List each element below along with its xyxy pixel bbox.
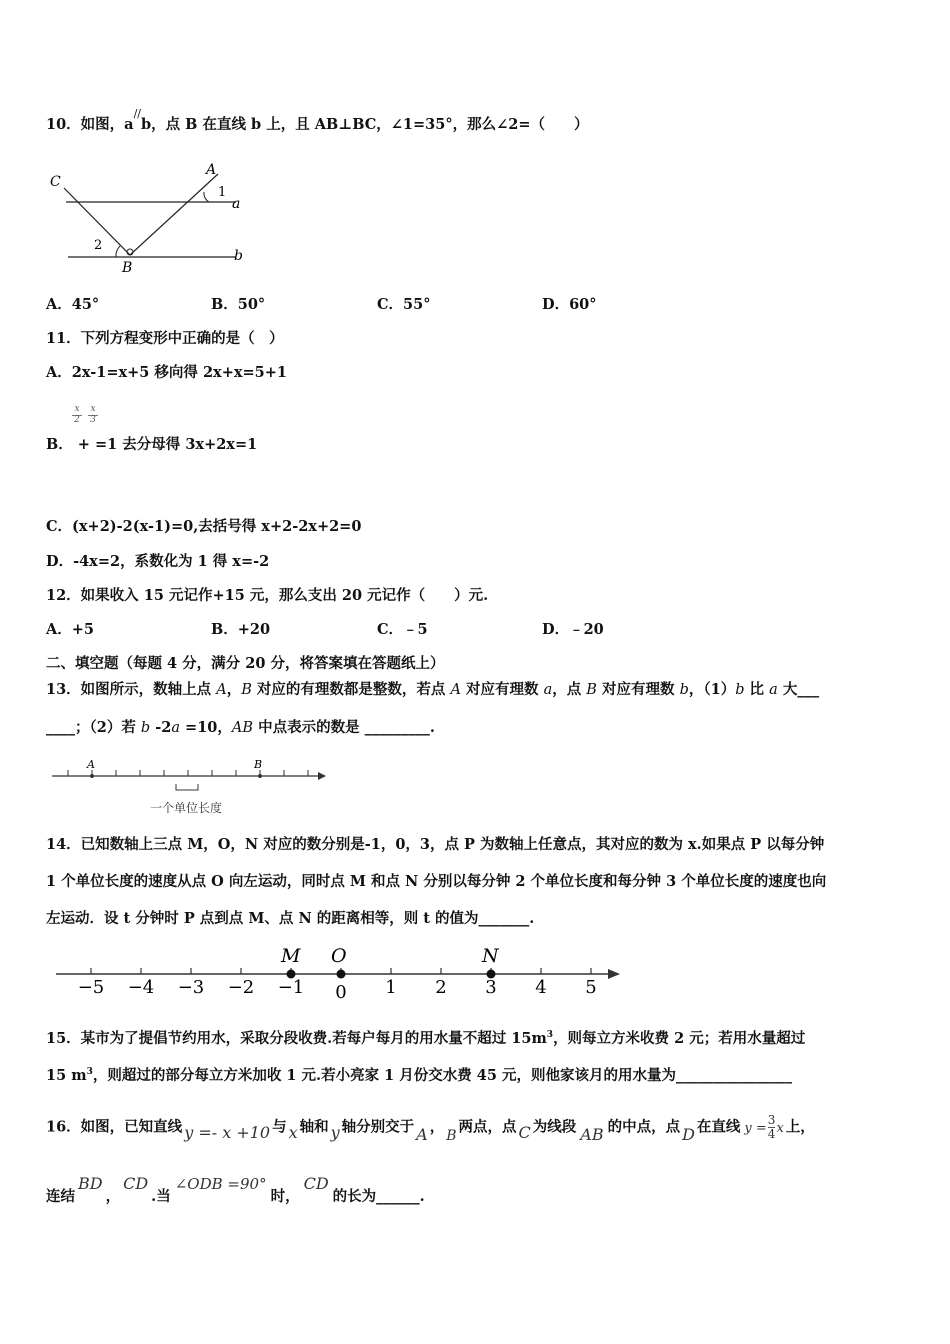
q12-option-a: A．+5 (46, 621, 94, 638)
q13-text: 对应有理数 (460, 681, 544, 698)
q16-line-2 (46, 1174, 425, 1205)
q11-stem: 11．下列方程变形中正确的是（ ） (46, 330, 284, 347)
q11-option-b: B． + =1 去分母得 3x+2x=1 (46, 436, 258, 453)
q16-var-CD: CD (303, 1174, 329, 1193)
q15-text: 15 m (46, 1066, 87, 1084)
q16-equation-1: y =- x +10 (184, 1122, 271, 1142)
tick-label: −1 (277, 977, 305, 998)
label-C: C (50, 174, 61, 190)
tick-label: −5 (77, 977, 105, 998)
q15-text: ，则每立方米收费 2 元；若用水量超过 (553, 1029, 806, 1047)
fraction-2-numerator: x (90, 404, 96, 414)
q13-text: =10， (180, 719, 232, 736)
q12-stem: 12．如果收入 15 元记作+15 元，那么支出 20 元记作（ ）元. (46, 587, 489, 604)
q16-var-BD: BD (78, 1174, 103, 1193)
q13-var-a: a (769, 682, 778, 698)
q13-var-AB: AB (231, 720, 254, 736)
q14-number-line (52, 940, 632, 1006)
q13-var-b: b (735, 682, 745, 698)
q15-line-1 (46, 1031, 805, 1046)
q13-text: ，点 (552, 681, 587, 698)
q16-var-D: D (682, 1124, 695, 1144)
q10-stem (46, 107, 589, 133)
q16-text: 轴分别交于 (341, 1118, 415, 1136)
parallel-symbol: // (133, 107, 141, 120)
q12-option-b: B．+20 (211, 621, 271, 638)
tick-label: 2 (435, 977, 447, 998)
q16-text: 上， (785, 1118, 815, 1136)
q13-number-line (46, 756, 336, 822)
q16-line-1 (46, 1113, 815, 1144)
q16-var-AB: AB (580, 1124, 604, 1144)
q16-text: 与 (272, 1118, 287, 1136)
q16-text: .当 (151, 1188, 171, 1205)
q16-text: 16．如图，已知直线 (46, 1118, 183, 1136)
q16-var-x: x (288, 1122, 298, 1142)
point-O (337, 970, 346, 979)
q16-var-y: y (330, 1122, 340, 1142)
q13-text: 对应的有理数都是整数，若点 (251, 681, 451, 698)
angle-1-arc (204, 192, 209, 202)
q10-option-d: D．60° (542, 296, 597, 313)
tick-labels (78, 977, 597, 1003)
q16-text: ， (429, 1118, 445, 1136)
q16-equation-2-fraction (768, 1114, 776, 1141)
tick-label: 5 (585, 977, 597, 998)
label-A: A (87, 758, 95, 771)
label-N: N (482, 945, 499, 967)
q16-angle-condition: ∠ODB =90° (174, 1175, 267, 1193)
right-angle-mark (127, 249, 133, 255)
tick-label: 1 (385, 977, 397, 998)
q15-superscript: 3 (86, 1067, 93, 1077)
q13-var-A: A (450, 682, 461, 698)
tick-label: −3 (177, 977, 205, 998)
label-B: B (254, 758, 263, 771)
fraction-2-denominator: 3 (88, 415, 98, 425)
number-line-ticks (68, 770, 308, 776)
fraction-denominator: 4 (767, 1127, 776, 1142)
q14-line-2: 1 个单位长度的速度从点 O 向左运动，同时点 M 和点 N 分别以每分钟 2 个单位长度和每分钟 3 个单位长度的速度也向 (46, 873, 827, 890)
q10-option-a: A．45° (46, 296, 100, 313)
segment-ba (130, 174, 218, 255)
q16-var-A: A (416, 1124, 428, 1144)
tick-label: −2 (227, 977, 255, 998)
section-2-title: 二、填空题（每题 4 分，满分 20 分，将答案填在答题纸上） (46, 655, 445, 672)
q11-option-a: A．2x-1=x+5 移向得 2x+x=5+1 (46, 364, 287, 381)
unit-length-label: 一个单位长度 (150, 801, 223, 815)
q13-var-a: a (543, 682, 553, 698)
angle-2-arc (116, 246, 120, 257)
q12-option-d: D．﹣20 (542, 621, 604, 638)
q13-var-b: b (679, 682, 689, 698)
q13-line-1 (46, 683, 819, 698)
q16-var-C: C (518, 1122, 531, 1142)
q13-var-a: a (171, 720, 180, 736)
q16-text: 连结 (46, 1188, 75, 1205)
q13-text: ， (226, 681, 242, 698)
q10-stem-part2: b，点 B 在直线 b 上，且 AB⊥BC，∠1=35°，那么∠2=（ ） (141, 116, 589, 133)
q11-b-fraction-1 (72, 405, 82, 425)
label-a: a (232, 196, 241, 212)
q15-text: ，则超过的部分每立方米加收 1 元.若小亮家 1 月份交水费 45 元，则他家该月的用水量为________________ (92, 1066, 793, 1084)
unit-length-bracket (176, 784, 198, 790)
label-A: A (206, 162, 217, 178)
q16-text: 为线段 (532, 1118, 577, 1136)
q13-text: 大___ (777, 681, 820, 698)
tick-label: −4 (127, 977, 155, 998)
number-line-arrow (608, 969, 620, 979)
fraction-1-numerator: x (74, 404, 80, 414)
label-2: 2 (94, 238, 103, 253)
q15-text: 15．某市为了提倡节约用水，采取分段收费.若每户每月的用水量不超过 15m (46, 1029, 547, 1047)
q13-text: ，（1） (688, 681, 736, 698)
tick-label: 4 (535, 977, 547, 998)
q10-option-b: B．50° (211, 296, 266, 313)
q13-line-2 (46, 721, 435, 736)
label-1: 1 (218, 185, 227, 200)
q13-text: 比 (744, 681, 770, 698)
q16-text: 时， (270, 1188, 300, 1205)
q16-equation-2-y: y = (744, 1120, 767, 1136)
fraction-numerator: 3 (767, 1113, 776, 1127)
label-O: O (331, 945, 347, 967)
q15-line-2 (46, 1068, 792, 1083)
number-line-arrow (318, 772, 326, 780)
q10-figure (46, 160, 256, 280)
q16-var-B: B (446, 1127, 457, 1144)
q16-text: ， (105, 1188, 121, 1205)
q16-var-CD: CD (123, 1174, 149, 1193)
q13-var-A: A (216, 682, 227, 698)
label-b: b (234, 248, 243, 264)
point-A (90, 774, 94, 778)
q13-text: 对应有理数 (596, 681, 680, 698)
q16-text: 的中点，点 (607, 1118, 681, 1136)
q16-equation-2-x: x (776, 1120, 784, 1136)
q14-line-3: 左运动．设 t 分钟时 P 点到点 M、点 N 的距离相等，则 t 的值为_______. (46, 910, 535, 927)
q16-text: 的长为______. (332, 1188, 425, 1205)
q11-option-c: C．(x+2)-2(x-1)=0,去括号得 x+2-2x+2=0 (46, 518, 362, 535)
q11-option-d: D．-4x=2，系数化为 1 得 x=-2 (46, 553, 270, 570)
tick-label: 0 (335, 982, 347, 1003)
q13-var-B: B (241, 682, 252, 698)
q16-text: 两点，点 (458, 1118, 517, 1136)
q13-text: ____；（2）若 (46, 719, 141, 736)
q10-stem-part1: 10．如图，a (46, 116, 134, 133)
q13-var-b: b (140, 720, 151, 736)
q13-text: -2 (150, 719, 172, 736)
q16-text: 轴和 (299, 1118, 329, 1136)
q11-b-fraction-2 (88, 405, 98, 425)
point-B (258, 774, 262, 778)
label-B: B (122, 260, 133, 276)
q13-text: 13．如图所示，数轴上点 (46, 681, 217, 698)
fraction-1-denominator: 2 (72, 415, 82, 425)
q10-option-c: C．55° (377, 296, 431, 313)
q12-option-c: C．﹣5 (377, 621, 428, 638)
q13-var-B: B (586, 682, 597, 698)
tick-label: 3 (485, 977, 497, 998)
q14-line-1: 14．已知数轴上三点 M，O，N 对应的数分别是-1，0，3，点 P 为数轴上任意点，其对应的数为 x.如果点 P 以每分钟 (46, 836, 825, 853)
q15-superscript: 3 (546, 1030, 554, 1040)
q13-text: 中点表示的数是 _________. (253, 719, 435, 736)
q16-text: 在直线 (696, 1118, 741, 1136)
label-M: M (281, 945, 301, 967)
